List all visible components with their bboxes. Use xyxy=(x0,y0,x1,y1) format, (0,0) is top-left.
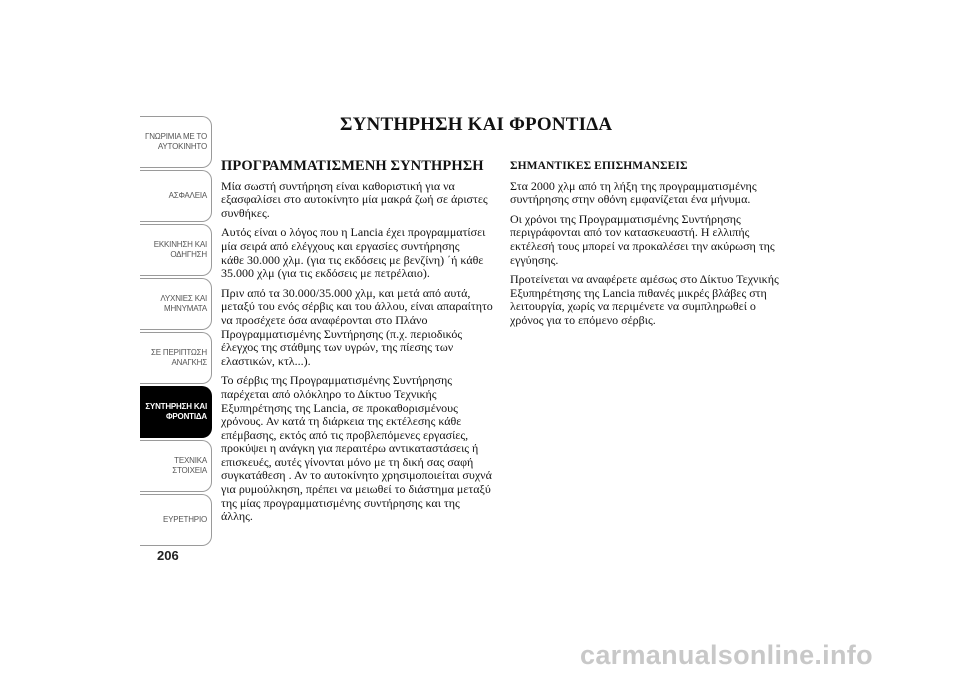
paragraph: Προτείνεται να αναφέρετε αμέσως στο Δίκτυο Τεχνικής Εξυπηρέτησης της Lancia πιθανές μικρές βλάβες στη λειτουργία, χωρίς να περιμένετε να συμπληρωθεί ο χρόνος για το επόμενο σέρβις. xyxy=(510,272,779,327)
tab-index[interactable] xyxy=(140,494,212,546)
tab-emergency[interactable] xyxy=(140,332,212,384)
tab-label: ΑΣΦΑΛΕΙΑ xyxy=(168,191,207,200)
tab-label: ΛΥΧΝΙΕΣ ΚΑΙ ΜΗΝΥΜΑΤΑ xyxy=(160,294,207,313)
tab-label: ΤΕΧΝΙΚΑ ΣΤΟΙΧΕΙΑ xyxy=(172,456,207,475)
watermark: carmanualsonline.info xyxy=(580,640,873,670)
tab-warning-lights[interactable] xyxy=(140,278,212,330)
right-column xyxy=(510,160,785,334)
paragraph: Μία σωστή συντήρηση είναι καθοριστική για να εξασφαλίσει στο αυτοκίνητο μία μακρά ζωή σε άριστες συνθήκες. xyxy=(221,178,488,220)
tab-label: ΣΥΝΤΗΡΗΣΗ ΚΑΙ ΦΡΟΝΤΙΔΑ xyxy=(145,402,207,421)
paragraph: Οι χρόνοι της Προγραμματισμένης Συντήρησης περιγράφονται από τον κατασκευαστή. Η ελλιπής εκτέλεσή τους μπορεί να προκαλέσει την ακύρωση της εγγύησης. xyxy=(510,211,775,267)
tab-safety[interactable] xyxy=(140,170,212,222)
paragraph: Πριν από τα 30.000/35.000 χλμ, και μετά από αυτά, μεταξύ του ενός σέρβις και του άλλου, είναι απαραίτητο να προσέχετε όσα αναφέρονται στο Πλάνο Προγραμματισμένης Συντήρησης (π.χ. περιοδικός έλεγχος της στάθμης των υγρών, της πίεσης των ελαστικών, κτλ...). xyxy=(221,285,493,368)
tab-label: ΣΕ ΠΕΡΙΠΤΩΣΗ ΑΝΑΓΚΗΣ xyxy=(151,348,207,367)
tab-label: ΕΚΚΙΝΗΣΗ ΚΑΙ ΟΔΗΓΗΣΗ xyxy=(153,240,207,259)
page-number: 206 xyxy=(157,548,179,563)
section-heading: ΠΡΟΓΡΑΜΜΑΤΙΣΜΕΝΗ ΣΥΝΤΗΡΗΣΗ xyxy=(221,158,484,174)
left-column xyxy=(221,160,493,530)
tab-label: ΕΥΡΕΤΗΡΙΟ xyxy=(163,515,207,524)
tab-starting-driving[interactable] xyxy=(140,224,212,276)
tab-technical-data[interactable] xyxy=(140,440,212,492)
paragraph: Αυτός είναι ο λόγος που η Lancia έχει προγραμματίσει μία σειρά από ελέγχους και εργασίες συντήρησης κάθε 30.000 χλμ. (για τις εκδόσεις με βενζίνη) ΄ή κάθε 35.000 χλμ (για τις εκδόσεις με πετρέλαιο). xyxy=(221,225,486,281)
paragraph: Στα 2000 χλμ από τη λήξη της προγραμματισμένης συντήρησης στην οθόνη εμφανίζεται ένα μήνυμα. xyxy=(510,178,757,207)
notes-heading: ΣΗΜΑΝΤΙΚΕΣ ΕΠΙΣΗΜΑΝΣΕΙΣ xyxy=(510,160,688,172)
tab-maintenance[interactable] xyxy=(140,386,212,438)
paragraph: Το σέρβις της Προγραμματισμένης Συντήρησης παρέχεται από ολόκληρο το Δίκτυο Τεχνικής Εξυπηρέτησης της Lancia, σε προκαθορισμένους χρόνους. Αν κατά τη διάρκεια της εκτέλεσης κάθε επέμβασης, εκτός από τις προβλεπόμενες εργασίες, προκύψει η ανάγκη για περαιτέρω αντικαταστάσεις ή επισκευές, αυτές γίνονται μόνο με τη δική σας σαφή συγκατάθεση . Αν το αυτοκίνητο χρησιμοποιείται συχνά για ρυμούλκηση, πρέπει να μειωθεί το διάστημα μεταξύ της μίας προγραμματισμένης συντήρησης και της άλλης. xyxy=(221,373,492,524)
tab-getting-to-know[interactable] xyxy=(140,116,212,168)
chapter-tabs xyxy=(140,116,212,548)
page-title: ΣΥΝΤΗΡΗΣΗ ΚΑΙ ΦΡΟΝΤΙΔΑ xyxy=(340,114,613,135)
tab-label: ΓΝΩΡΙΜΙΑ ΜΕ ΤΟ ΑΥΤΟΚΙΝΗΤΟ xyxy=(145,132,207,151)
